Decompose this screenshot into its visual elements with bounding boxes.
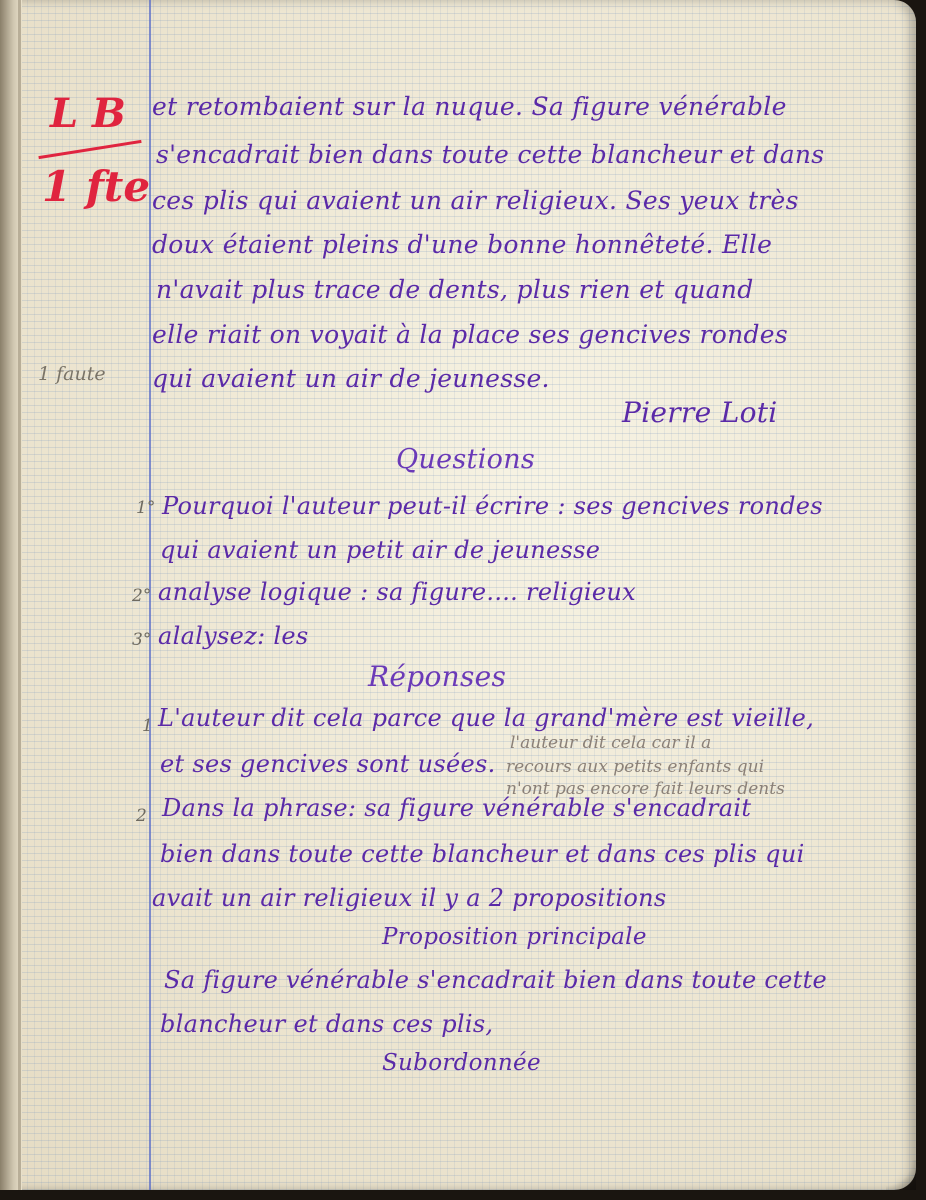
answer-line: avait un air religieux il y a 2 propositions <box>152 884 667 912</box>
question-number: 3° <box>132 630 152 650</box>
answer-line: bien dans toute cette blancheur et dans ces plis qui <box>160 840 805 868</box>
passage-line: n'avait plus trace de dents, plus rien et quand <box>156 275 754 304</box>
principal-line: Sa figure vénérable s'encadrait bien dans toute cette <box>164 966 828 994</box>
question-number: 2° <box>132 586 152 606</box>
question-line: alalysez: les <box>158 622 309 650</box>
passage-line: qui avaient un air de jeunesse. <box>152 364 550 393</box>
margin-error-note: 1 faute <box>38 363 106 385</box>
spine-edge <box>18 0 21 1190</box>
question-line: analyse logique : sa figure.... religieux <box>158 578 637 606</box>
teacher-correction-line: recours aux petits enfants qui <box>506 757 765 777</box>
grade-mark-top: L B <box>50 90 126 137</box>
question-line: qui avaient un petit air de jeunesse <box>160 536 601 564</box>
answers-heading: Réponses <box>368 660 507 693</box>
teacher-correction-line: l'auteur dit cela car il a <box>510 733 712 753</box>
principal-line: blancheur et dans ces plis, <box>160 1010 494 1038</box>
grade-mark-bottom: 1 fte <box>42 162 151 211</box>
passage-line: doux étaient pleins d'une bonne honnêteté. Elle <box>152 230 773 259</box>
answer-line: L'auteur dit cela parce que la grand'mère est vieille, <box>158 704 815 732</box>
question-number: 1° <box>136 498 156 518</box>
questions-heading: Questions <box>396 444 536 475</box>
passage-line: et retombaient sur la nuque. Sa figure vénérable <box>152 92 787 121</box>
answer-line: Dans la phrase: sa figure vénérable s'encadrait <box>162 794 752 822</box>
page-corner <box>886 1160 916 1190</box>
passage-line: elle riait on voyait à la place ses gencives rondes <box>152 320 789 349</box>
question-line: Pourquoi l'auteur peut-il écrire : ses gencives rondes <box>162 492 823 520</box>
passage-line: s'encadrait bien dans toute cette blancheur et dans <box>156 140 825 169</box>
answer-number: 2 <box>136 806 147 826</box>
passage-line: ces plis qui avaient un air religieux. Ses yeux très <box>152 186 799 215</box>
teacher-correction-line: n'ont pas encore fait leurs dents <box>506 779 785 799</box>
principal-heading: Proposition principale <box>382 924 647 950</box>
answer-number: 1 <box>142 716 153 736</box>
author-signature: Pierre Loti <box>622 396 778 429</box>
answer-line: et ses gencives sont usées. <box>160 750 496 778</box>
subordinate-heading: Subordonnée <box>382 1050 541 1076</box>
